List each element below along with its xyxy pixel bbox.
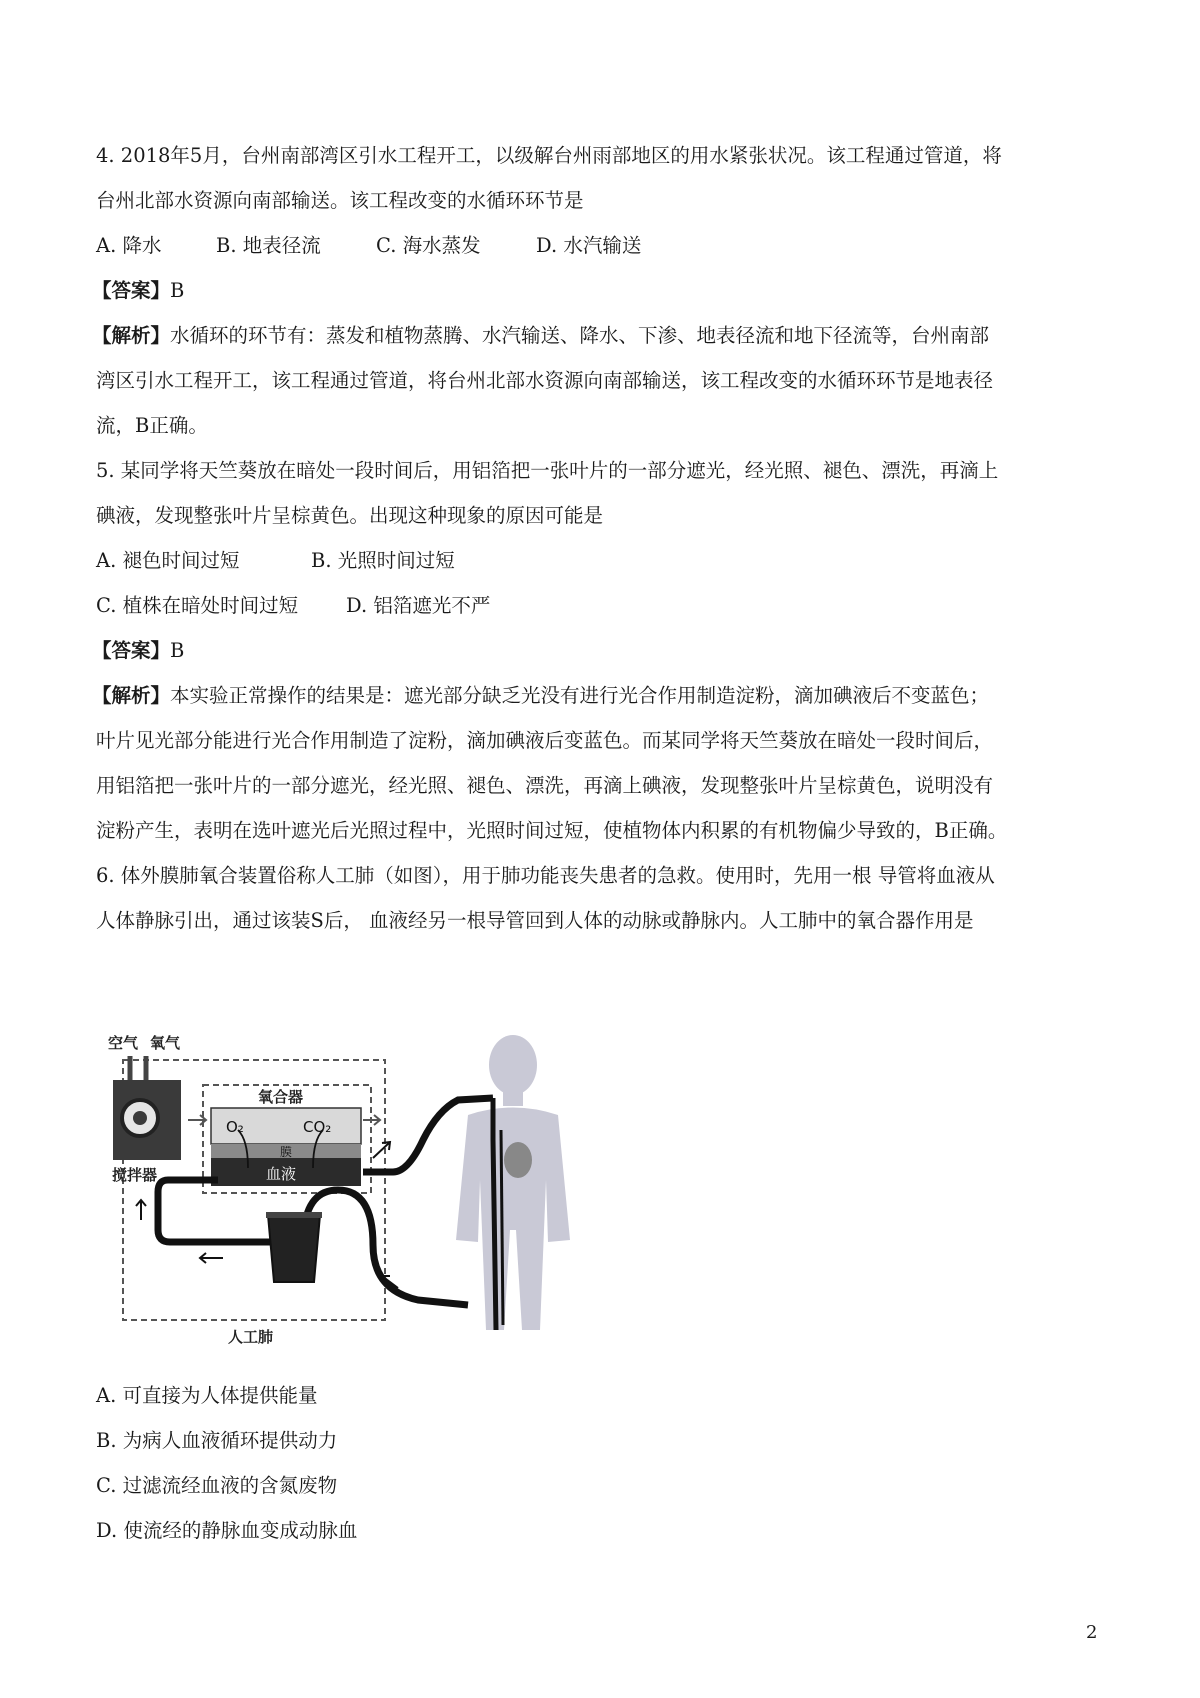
- q5-analysis-text1: 本实验正常操作的结果是：遮光部分缺乏光没有进行光合作用制造淀粉，滴加碘液后不变蓝色；: [170, 684, 990, 707]
- artificial-lung-figure: [108, 1030, 578, 1360]
- q5-analysis-line1: [92, 682, 989, 710]
- q6-option-d: D. 使流经的静脉血变成动脉血: [96, 1519, 358, 1542]
- label-air: 空气: [108, 1034, 139, 1052]
- q5-options-row2: [96, 592, 490, 620]
- q5-option-b: B. 光照时间过短: [311, 549, 455, 572]
- page-number: 2: [1086, 1622, 1098, 1643]
- q4-analysis-text1: 水循环的环节有：蒸发和植物蒸腾、水汽输送、降水、下渗、地表径流和地下径流等，台州南部: [170, 324, 990, 347]
- q4-option-b: B. 地表径流: [216, 234, 321, 257]
- oxygenator-inlet-arrow: [188, 1115, 206, 1125]
- label-stirrer: 搅拌器: [112, 1166, 158, 1184]
- label-oxygen: 氧气: [150, 1034, 181, 1052]
- label-co2: CO₂: [303, 1118, 332, 1136]
- q6-stem-line2: 人体静脉引出，通过该装S后， 血液经另一根导管回到人体的动脉或静脉内。人工肺中的氧合器作用是: [96, 909, 974, 932]
- label-oxygenator: 氧合器: [258, 1088, 304, 1106]
- flow-arrow-left: [200, 1253, 223, 1263]
- q5-answer-value: B: [170, 639, 185, 662]
- q5-option-c: C. 植株在暗处时间过短: [96, 594, 299, 617]
- label-artificial-lung: 人工肺: [228, 1328, 274, 1346]
- q6-option-c: C. 过滤流经血液的含氮废物: [96, 1474, 338, 1497]
- q4-options: [96, 232, 641, 260]
- q4-option-c: C. 海水蒸发: [376, 234, 481, 257]
- q5-stem-line2: 碘液，发现整张叶片呈棕黄色。出现这种现象的原因可能是: [96, 504, 604, 527]
- q4-stem-line2: 台州北部水资源向南部输送。该工程改变的水循环环节是: [96, 189, 584, 212]
- q4-option-a: A. 降水: [96, 234, 162, 257]
- q4-analysis-tag: 【解析】: [92, 324, 171, 347]
- human-silhouette: [456, 1035, 570, 1330]
- q5-analysis-line2: 叶片见光部分能进行光合作用制造了淀粉，滴加碘液后变蓝色。而某同学将天竺葵放在暗处一段时间后，: [96, 729, 994, 752]
- q5-stem-line1: 5. 某同学将天竺葵放在暗处一段时间后，用铝箔把一张叶片的一部分遮光，经光照、褪色、漂洗，再滴上: [96, 459, 999, 482]
- q6-option-a: A. 可直接为人体提供能量: [96, 1384, 318, 1407]
- flow-arrow-out: [373, 1142, 390, 1158]
- q4-analysis-line2: 湾区引水工程开工，该工程通过管道，将台州北部水资源向南部输送，该工程改变的水循环环节是地表径: [96, 369, 994, 392]
- q5-analysis-line4: 淀粉产生，表明在选叶遮光后光照过程中，光照时间过短，使植物体内积累的有机物偏少导致的，B正确。: [96, 819, 1008, 842]
- q5-analysis-line3: 用铝箔把一张叶片的一部分遮光，经光照、褪色、漂洗，再滴上碘液，发现整张叶片呈棕黄色，说明没有: [96, 774, 994, 797]
- return-tube: [158, 1180, 283, 1242]
- heart: [504, 1142, 532, 1178]
- oxygenator-outlet-arrow: [363, 1115, 380, 1125]
- flow-arrow-up: [136, 1200, 146, 1220]
- pump-container: [268, 1215, 320, 1282]
- label-membrane: 膜: [280, 1145, 293, 1159]
- q5-option-d: D. 铝箔遮光不严: [346, 594, 491, 617]
- pump-to-body-tube: [304, 1190, 468, 1305]
- label-blood: 血液: [266, 1165, 297, 1183]
- q5-answer-tag: 【答案】: [92, 639, 171, 662]
- q4-answer: [92, 277, 184, 305]
- q4-analysis-line3: 流，B正确。: [96, 414, 208, 437]
- q4-option-d: D. 水汽输送: [536, 234, 642, 257]
- q5-options-row1: [96, 547, 455, 575]
- label-o2: O₂: [226, 1118, 244, 1136]
- q5-analysis-tag: 【解析】: [92, 684, 171, 707]
- q6-option-b: B. 为病人血液循环提供动力: [96, 1429, 338, 1452]
- q4-answer-tag: 【答案】: [92, 279, 171, 302]
- q6-stem-line1: 6. 体外膜肺氧合装置俗称人工肺（如图），用于肺功能丧失患者的急救。使用时，先用一根 导管将血液从: [96, 864, 995, 887]
- q4-stem-line1: 4. 2018年5月，台州南部湾区引水工程开工，以级解台州雨部地区的用水紧张状况。该工程通过管道，将: [96, 144, 1002, 167]
- q5-option-a: A. 褪色时间过短: [96, 549, 240, 572]
- q4-analysis-line1: [92, 322, 989, 350]
- q5-answer: [92, 637, 184, 665]
- q4-answer-value: B: [170, 279, 185, 302]
